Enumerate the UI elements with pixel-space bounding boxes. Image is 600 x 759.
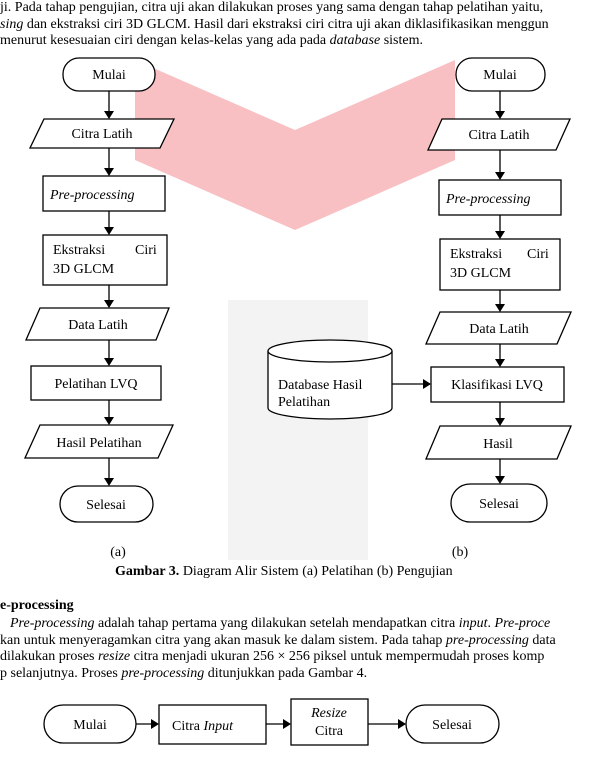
arrow-head (495, 418, 505, 426)
flow-b-extract-label-1: Ekstraksi (450, 247, 503, 262)
section-line-4 (0, 666, 600, 683)
section-line-2-italic: pre-processing (445, 632, 529, 648)
section-line-3-text-a: dilakukan proses (0, 649, 98, 664)
arrow-head (104, 300, 114, 308)
section-line-4-text-a: p selanjutnya. Proses (0, 665, 122, 681)
flow-b-end-label: Selesai (479, 497, 519, 512)
section-line-2 (0, 633, 600, 650)
top-line-3-italic: database (329, 33, 381, 48)
flow-b-classify-label: Klasifikasi LVQ (451, 378, 543, 393)
arrow-head (495, 172, 505, 180)
flow-a-start-label: Mulai (92, 68, 126, 83)
watermark-stem (228, 300, 368, 560)
flow-a-train-label: Pelatihan LVQ (54, 377, 138, 392)
flow-a (25, 58, 174, 560)
arrow-head (151, 719, 159, 729)
flow-a-end-label: Selesai (86, 498, 126, 513)
flow-a-caption-label: (a) (110, 545, 126, 560)
section-line-3-text-b: citra menjadi ukuran 256 × 256 piksel untuk mempermudah proses komp (130, 649, 545, 664)
top-line-2-italic: sing (0, 16, 24, 32)
flow-b-database-label-1: Database Hasil (278, 378, 363, 393)
section-line-2-text-b: data (528, 632, 556, 648)
flow-a-extract-label-1b: Ciri (135, 243, 157, 258)
watermark-book-shape (135, 60, 455, 230)
flow-b-preprocess-label: Pre-processing (446, 192, 531, 207)
top-line-1: ji. Pada tahap pengujian, citra uji akan dilakukan proses yang sama dengan tahap pelatihan yaitu, (0, 0, 544, 15)
flow-b-database-cylinder (268, 340, 392, 419)
flow-c-resize-label-1: Resize (311, 706, 347, 721)
flow-c-resize-label-2: Citra (315, 724, 343, 739)
section-line-1-italic-c: Pre-proce (494, 616, 551, 631)
arrow-head (495, 476, 505, 484)
arrow-head (495, 231, 505, 239)
flow-c-input-label (172, 719, 234, 734)
section-line-4-italic: pre-processing (121, 665, 205, 681)
figure-caption (115, 564, 453, 580)
section-line-1-italic-a: Pre-processing (10, 616, 95, 631)
top-line-3-suffix: sistem. (380, 33, 423, 48)
section-line-1-text-b: . (487, 616, 495, 631)
flow-a-preprocess-label: Pre-processing (50, 188, 135, 203)
arrow-head (104, 478, 114, 486)
arrow-head (495, 359, 505, 367)
arrow-head (398, 719, 406, 729)
section-line-1-italic-b: input (458, 616, 488, 631)
top-line-2-text: dan ekstraksi ciri 3D GLCM. Hasil dari ekstraksi ciri citra uji akan diklasifikasikan menggun (23, 16, 549, 32)
arrow-head (495, 111, 505, 119)
section-line-4-text-b: ditunjukkan pada Gambar 4. (204, 665, 368, 681)
arrow-head (104, 168, 114, 176)
arrow-head (104, 227, 114, 235)
arrow-head (104, 111, 114, 119)
flow-b-result-label: Hasil (483, 437, 513, 452)
flow-a-extract-label-1: Ekstraksi (53, 243, 106, 258)
arrow-head (423, 379, 431, 389)
preprocessing-flowchart (0, 697, 600, 759)
flow-a-result-label: Hasil Pelatihan (56, 436, 142, 451)
arrow-head (104, 358, 114, 366)
section-line-3-italic: resize (97, 649, 131, 664)
flow-c-end-label: Selesai (432, 718, 472, 733)
arrow-head (104, 417, 114, 425)
section-line-1-text-a: adalah tahap pertama yang dilakukan setelah mendapatkan citra (94, 616, 459, 631)
figure-caption-number: Gambar 3. (115, 564, 180, 579)
section-paragraph (0, 616, 600, 682)
section-heading: e-processing (0, 598, 74, 613)
section-line-3 (0, 649, 600, 666)
flow-a-data-label: Data Latih (68, 318, 128, 333)
flow-b-input-label: Citra Latih (468, 128, 530, 143)
flow-c-start-label: Mulai (73, 718, 107, 733)
figure-caption-text: Diagram Alir Sistem (a) Pelatihan (b) Pengujian (179, 564, 453, 579)
flow-b-extract-label-1b: Ciri (527, 247, 549, 262)
section-line-2-text: kan untuk menyeragamkan citra yang akan masuk ke dalam sistem. Pada tahap (0, 632, 446, 648)
flow-c-input-label-italic: Input (203, 719, 234, 734)
flow-a-input-label: Citra Latih (71, 127, 133, 142)
flow-b-caption-label: (b) (451, 545, 469, 560)
flow-a-extract-label-2: 3D GLCM (53, 262, 115, 277)
flow-b-extract-label-2: 3D GLCM (450, 266, 512, 281)
flow-c-input-label-a: Citra (172, 719, 204, 734)
flow-b-data-label: Data Latih (469, 322, 529, 337)
arrow-head (495, 304, 505, 312)
flow-b-database-label-2: Pelatihan (278, 395, 331, 410)
section-line-1 (0, 616, 600, 633)
watermark (135, 60, 455, 560)
arrow-head (283, 719, 291, 729)
top-line-3-prefix: menurut kesesuaian ciri dengan kelas-kelas yang ada pada (0, 33, 330, 48)
flow-b-start-label: Mulai (483, 68, 517, 83)
